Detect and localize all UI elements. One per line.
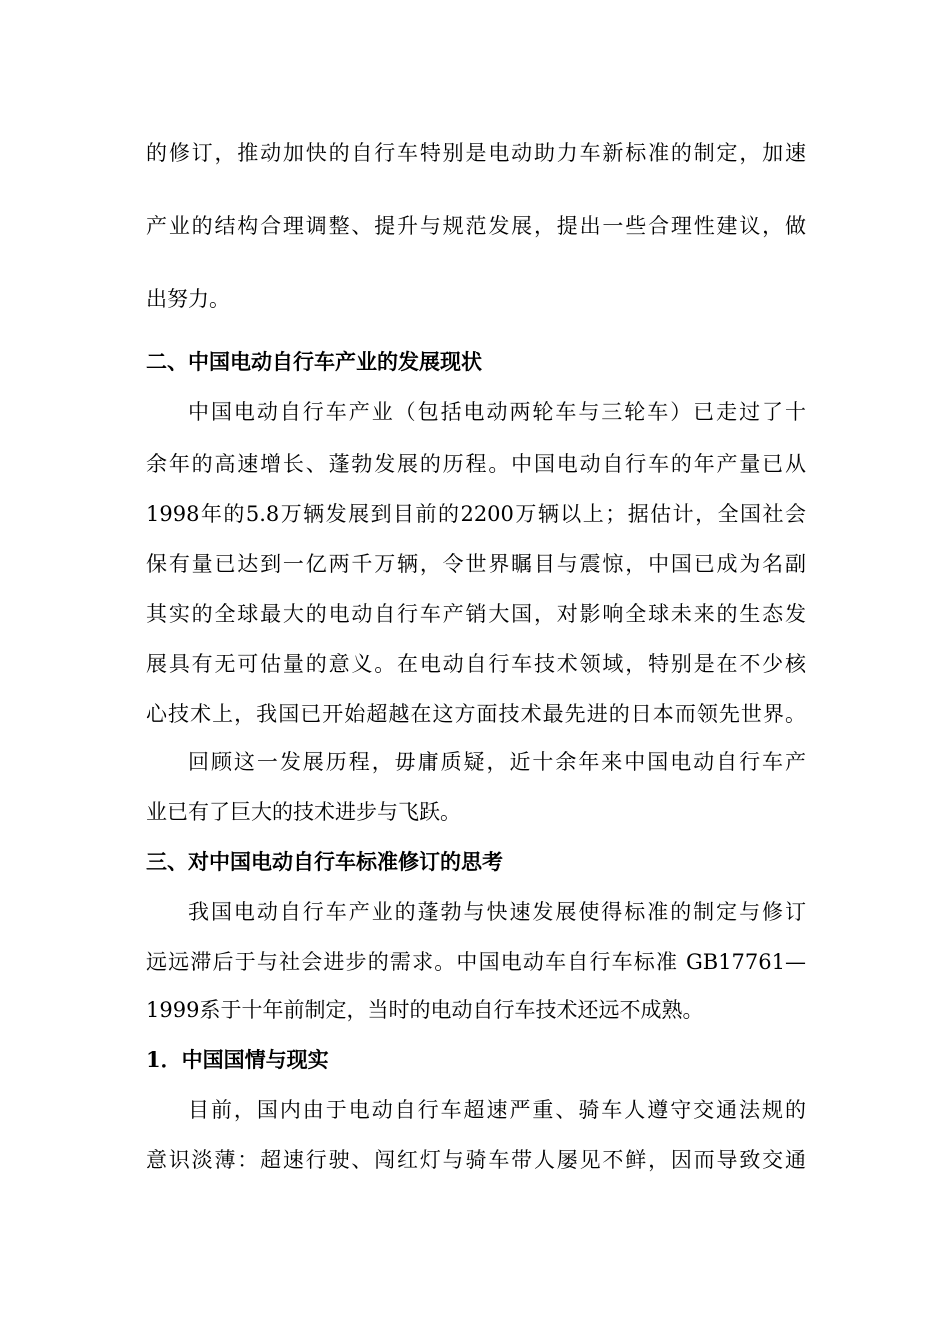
paragraph-line: 目前，国内由于电动自行车超速严重、骑车人遵守交通法规的 xyxy=(188,1098,806,1122)
paragraph-line: 的修订，推动加快的自行车特别是电动助力车新标准的制定，加速 xyxy=(146,141,806,165)
paragraph-line: 保有量已达到一亿两千万辆，令世界瞩目与震惊，中国已成为名副 xyxy=(146,552,806,576)
paragraph-line: 意识淡薄：超速行驶、闯红灯与骑车带人屡见不鲜，因而导致交通 xyxy=(146,1148,806,1172)
paragraph-line: 远远滞后于与社会进步的需求。中国电动车自行车标准 GB17761— xyxy=(146,950,806,974)
section-heading: 三、对中国电动自行车标准修订的思考 xyxy=(146,849,503,874)
paragraph-line: 1999系于十年前制定，当时的电动自行车技术还远不成熟。 xyxy=(146,998,704,1022)
paragraph-line: 其实的全球最大的电动自行车产销大国，对影响全球未来的生态发 xyxy=(146,602,806,626)
subsection-heading: 1．中国国情与现实 xyxy=(146,1047,329,1072)
paragraph-line: 我国电动自行车产业的蓬勃与快速发展使得标准的制定与修订 xyxy=(188,900,806,924)
paragraph-line: 展具有无可估量的意义。在电动自行车技术领域，特别是在不少核 xyxy=(146,652,806,676)
paragraph-line: 回顾这一发展历程，毋庸质疑，近十余年来中国电动自行车产 xyxy=(188,750,806,774)
paragraph-line: 余年的高速增长、蓬勃发展的历程。中国电动自行车的年产量已从 xyxy=(146,452,806,476)
section-heading: 二、中国电动自行车产业的发展现状 xyxy=(146,349,482,374)
paragraph-line: 业已有了巨大的技术进步与飞跃。 xyxy=(146,800,461,824)
paragraph-line: 产业的结构合理调整、提升与规范发展，提出一些合理性建议，做 xyxy=(146,214,806,238)
paragraph-line: 心技术上，我国已开始超越在这方面技术最先进的日本而领先世界。 xyxy=(146,702,806,726)
paragraph-line: 出努力。 xyxy=(146,287,230,311)
paragraph-line: 中国电动自行车产业（包括电动两轮车与三轮车）已走过了十 xyxy=(188,400,806,424)
paragraph-line: 1998年的5.8万辆发展到目前的2200万辆以上；据估计，全国社会 xyxy=(146,502,806,526)
